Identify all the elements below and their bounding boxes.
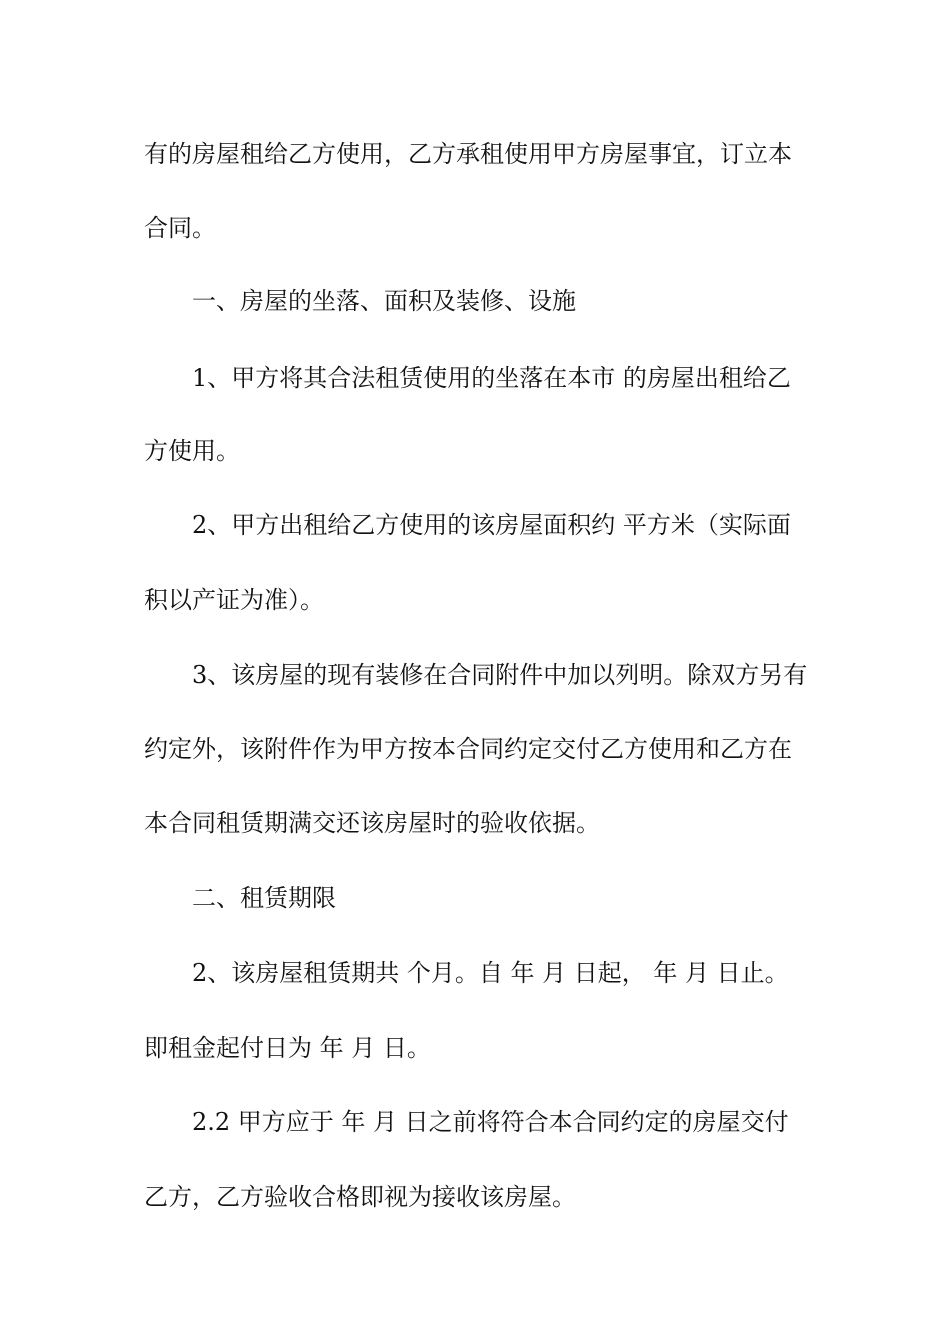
clause-text-line: 2.2 甲方应于 年 月 日之前将符合本合同约定的房屋交付: [192, 1108, 789, 1136]
clause-text-line: 1、甲方将其合法租赁使用的坐落在本市 的房屋出租给乙: [192, 364, 791, 392]
clause-text-line: 2、该房屋租赁期共 个月。自 年 月 日起， 年 月 日止。: [192, 959, 789, 987]
body-text-line: 本合同租赁期满交还该房屋时的验收依据。: [144, 809, 600, 837]
body-text-line: 即租金起付日为 年 月 日。: [144, 1034, 431, 1062]
body-text-line: 方使用。: [144, 437, 240, 465]
body-text-line: 乙方，乙方验收合格即视为接收该房屋。: [144, 1183, 576, 1211]
clause-text-line: 3、该房屋的现有装修在合同附件中加以列明。除双方另有: [192, 661, 808, 689]
body-text-line: 合同。: [144, 214, 216, 242]
clause-text-line: 2、甲方出租给乙方使用的该房屋面积约 平方米（实际面: [192, 511, 791, 539]
section-heading: 一、房屋的坐落、面积及装修、设施: [192, 287, 576, 315]
body-text-line: 有的房屋租给乙方使用，乙方承租使用甲方房屋事宜，订立本: [144, 140, 792, 168]
body-text-line: 约定外，该附件作为甲方按本合同约定交付乙方使用和乙方在: [144, 735, 792, 763]
section-heading: 二、租赁期限: [192, 884, 336, 912]
body-text-line: 积以产证为准）。: [144, 586, 324, 614]
